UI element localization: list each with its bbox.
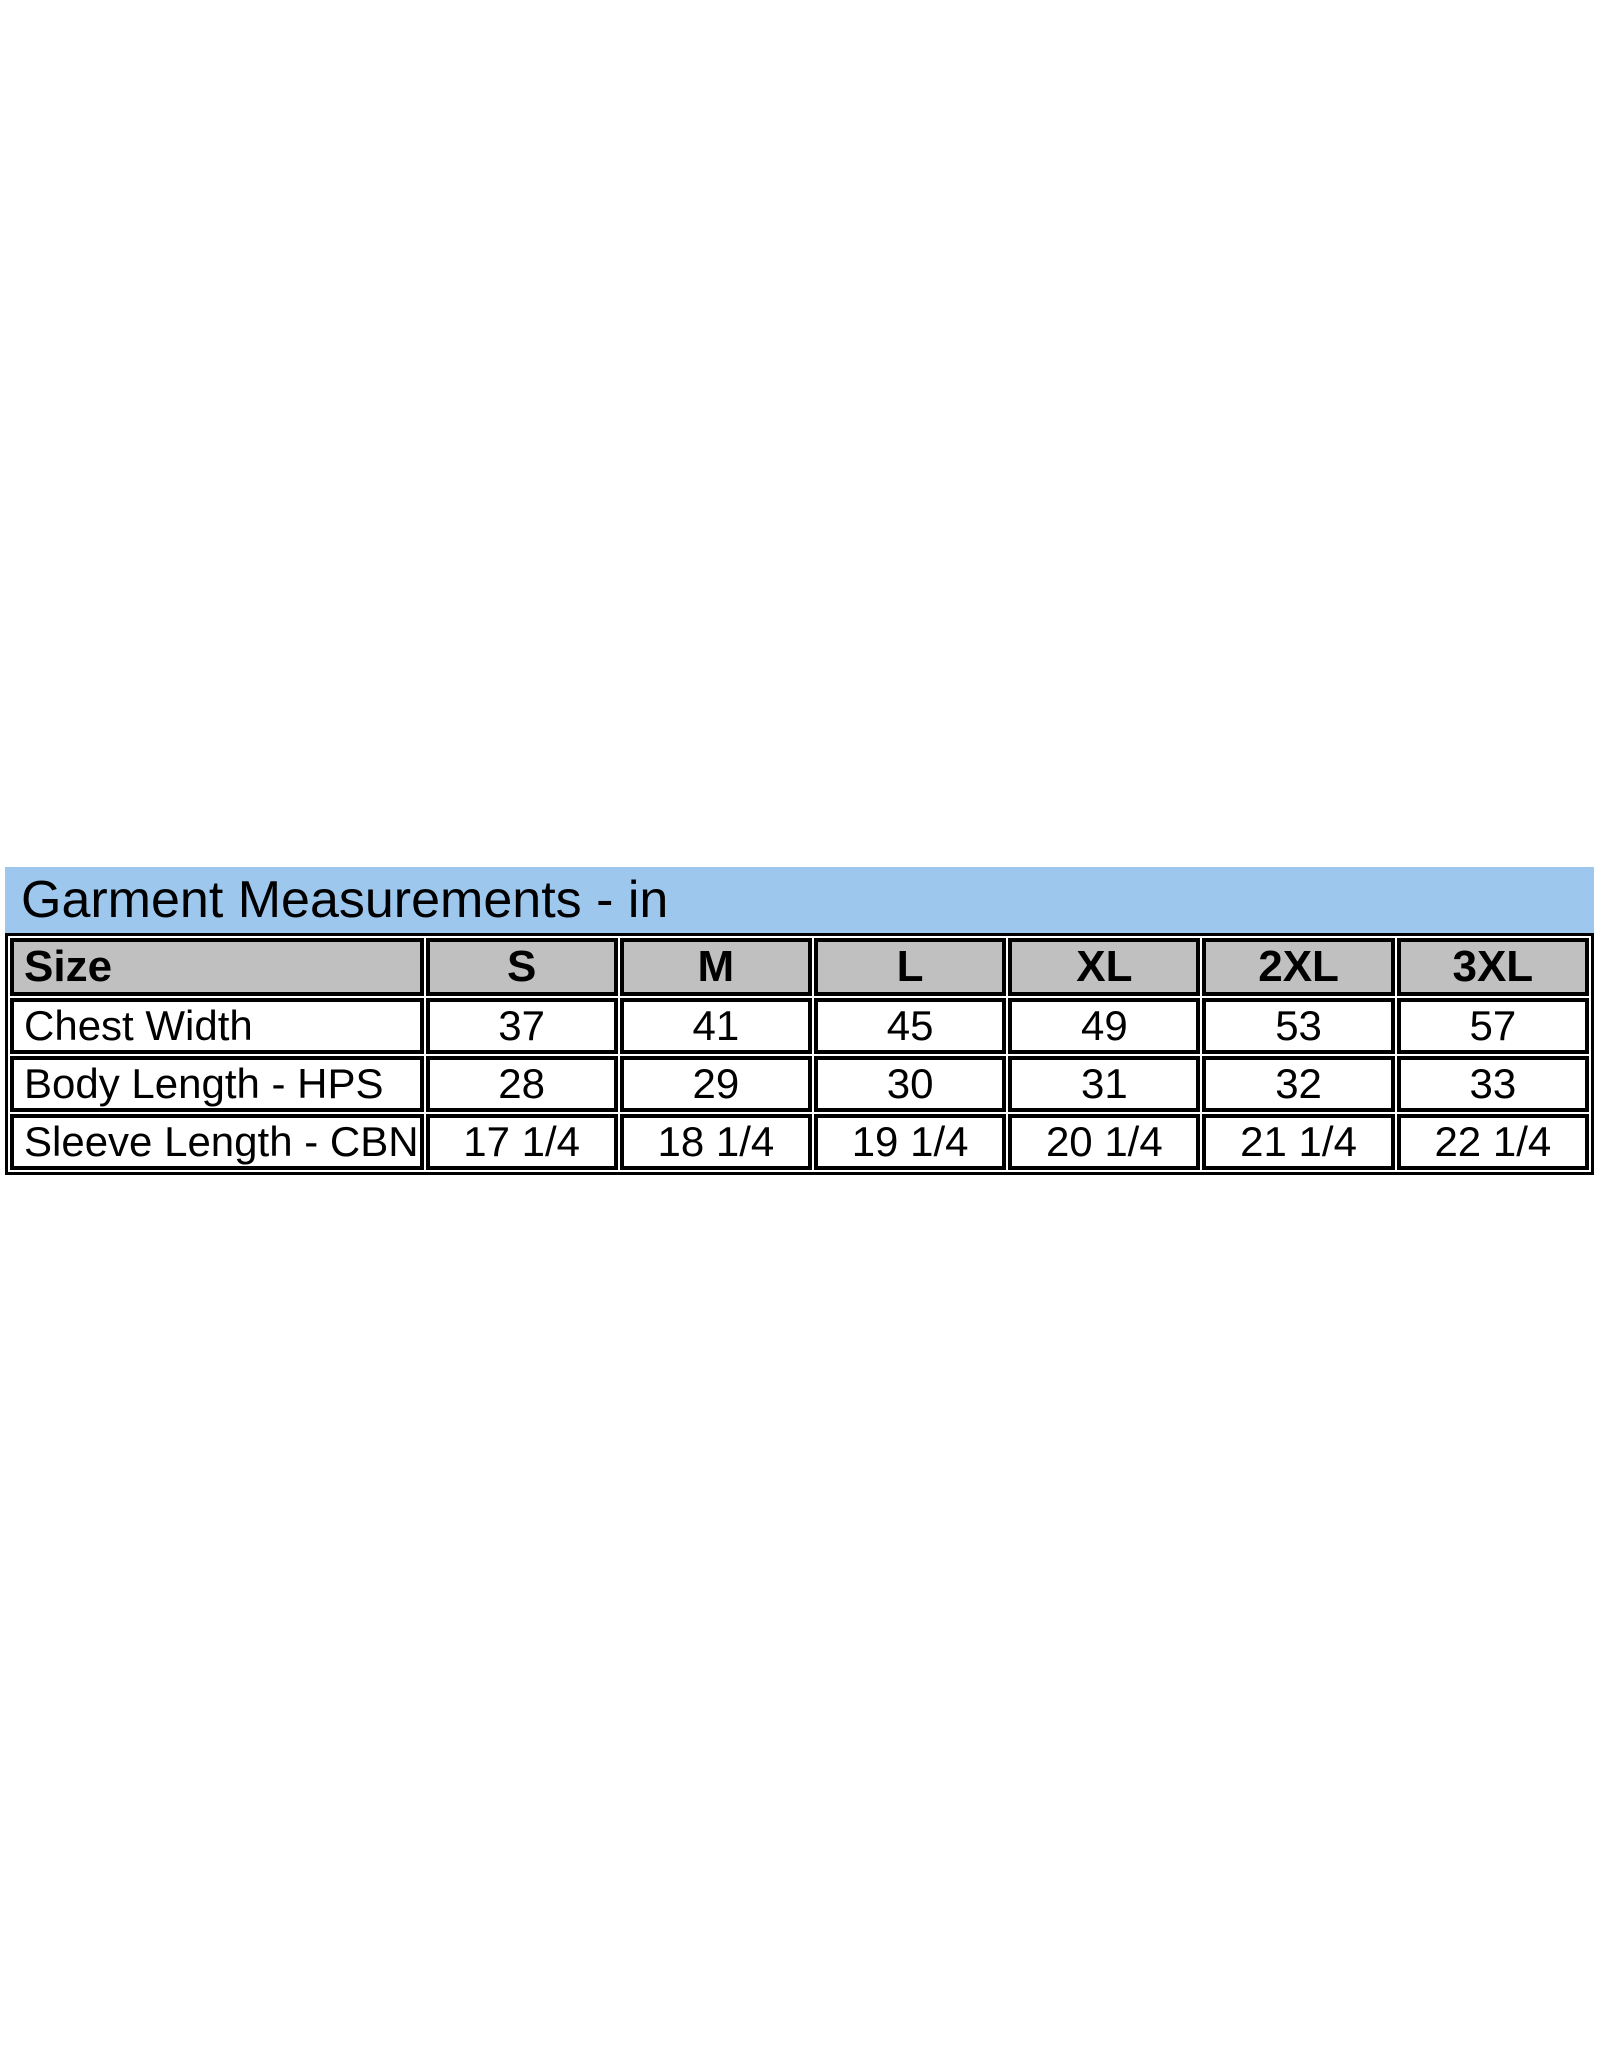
row-label-cell: Body Length - HPS bbox=[10, 1056, 424, 1112]
value-cell: 33 bbox=[1397, 1056, 1589, 1112]
column-header-xl: XL bbox=[1008, 938, 1200, 996]
value-cell: 37 bbox=[426, 998, 618, 1054]
size-chart-table bbox=[5, 933, 1594, 1175]
value-cell: 17 1/4 bbox=[426, 1114, 618, 1170]
value-cell: 18 1/4 bbox=[620, 1114, 812, 1170]
value-cell: 45 bbox=[814, 998, 1006, 1054]
value-cell: 31 bbox=[1008, 1056, 1200, 1112]
value-cell: 49 bbox=[1008, 998, 1200, 1054]
column-header-3xl: 3XL bbox=[1397, 938, 1589, 996]
column-header-m: M bbox=[620, 938, 812, 996]
value-cell: 22 1/4 bbox=[1397, 1114, 1589, 1170]
value-cell: 29 bbox=[620, 1056, 812, 1112]
column-header-2xl: 2XL bbox=[1202, 938, 1394, 996]
value-cell: 30 bbox=[814, 1056, 1006, 1112]
value-cell: 21 1/4 bbox=[1202, 1114, 1394, 1170]
value-cell: 41 bbox=[620, 998, 812, 1054]
value-cell: 28 bbox=[426, 1056, 618, 1112]
table-title-bar bbox=[5, 867, 1594, 933]
table-row-chest-width bbox=[10, 998, 1589, 1054]
value-cell: 32 bbox=[1202, 1056, 1394, 1112]
value-cell: 57 bbox=[1397, 998, 1589, 1054]
value-cell: 20 1/4 bbox=[1008, 1114, 1200, 1170]
row-label-cell: Sleeve Length - CBN bbox=[10, 1114, 424, 1170]
table-title: Garment Measurements - in bbox=[21, 871, 669, 929]
row-label-cell: Chest Width bbox=[10, 998, 424, 1054]
value-cell: 53 bbox=[1202, 998, 1394, 1054]
value-cell: 19 1/4 bbox=[814, 1114, 1006, 1170]
garment-measurements-sheet bbox=[5, 867, 1594, 1175]
column-header-size: Size bbox=[10, 938, 424, 996]
column-header-s: S bbox=[426, 938, 618, 996]
table-header-row bbox=[10, 938, 1589, 996]
table-row-sleeve-length bbox=[10, 1114, 1589, 1170]
table-row-body-length bbox=[10, 1056, 1589, 1112]
column-header-l: L bbox=[814, 938, 1006, 996]
